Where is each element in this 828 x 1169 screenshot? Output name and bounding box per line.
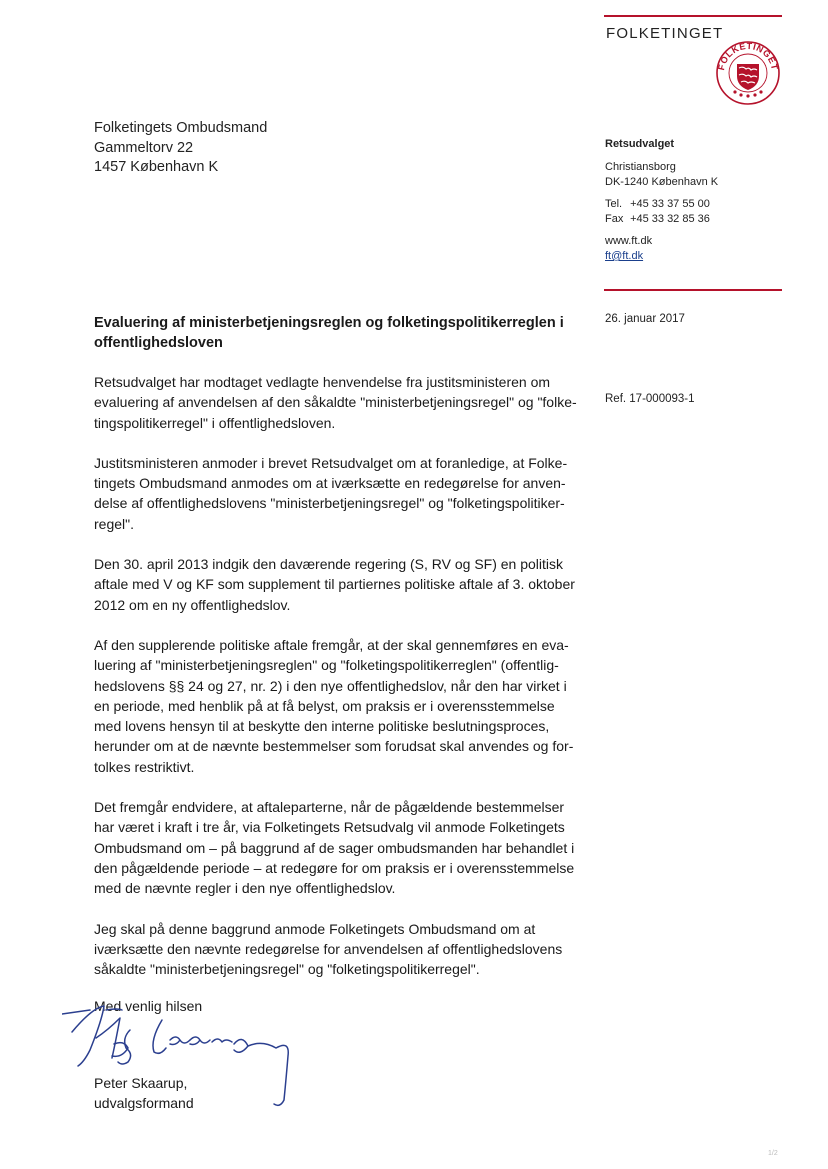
paragraph-line: 2012 om en ny offentlighedslov. — [94, 596, 291, 613]
paragraph-line: tolkes restriktivt. — [94, 758, 195, 775]
paragraph-line: med lovens hensyn til at beskytte den interne politiske beslutningsproces, — [94, 718, 550, 735]
sender-address-line2: DK-1240 København K — [605, 176, 719, 188]
telephone-row — [605, 197, 718, 212]
letter-date: 26. januar 2017 — [605, 313, 685, 325]
paragraph-line: såkaldte "ministerbetjeningsregel" og "folketingspolitikerregel". — [94, 961, 480, 978]
paragraph-line: Retsudvalget har modtaget vedlagte henvendelse fra justitsministeren om — [94, 374, 551, 390]
svg-text:FOLKETINGET: FOLKETINGET — [716, 40, 780, 72]
seal-graphic — [715, 40, 781, 106]
subject-line-2: offentlighedsloven — [94, 335, 223, 351]
paragraph-line: den pågældende periode – at redegøre for om praksis er i overensstemmelse — [94, 859, 575, 876]
paragraph-line: Den 30. april 2013 indgik den daværende regering (S, RV og SF) en politisk — [94, 556, 564, 573]
paragraph-line: med de nævnte regler i den nye offentlighedslov. — [94, 880, 396, 897]
paragraph-line: aftale med V og KF som supplement til partiernes politiske aftale af 3. oktober — [94, 576, 575, 593]
signatory-name: Peter Skaarup, — [94, 1075, 188, 1091]
telephone-label: Tel. — [605, 198, 623, 210]
paragraph-5 — [94, 797, 594, 898]
brand-name: FOLKETINGET — [606, 25, 724, 42]
paragraph-line: delse af offentlighedslovens "ministerbetjeningsregel" og "folketingspolitiker- — [94, 495, 565, 512]
recipient-city: 1457 København K — [94, 159, 219, 175]
recipient-street: Gammeltorv 22 — [94, 139, 194, 156]
fax-number: +45 33 32 85 36 — [630, 213, 710, 225]
paragraph-line: Justitsministeren anmoder i brevet Retsudvalget om at foranledige, at Folke- — [94, 454, 568, 471]
paragraph-2 — [94, 453, 594, 534]
header-rule — [604, 15, 782, 17]
paragraph-line: evaluering af anvendelsen af den såkaldte "ministerbetjeningsregel" og "folke- — [94, 394, 577, 411]
page-mark: 1/2 — [768, 1150, 778, 1157]
closing-greeting: Med venlig hilsen — [94, 998, 203, 1014]
paragraph-line: hedslovens §§ 24 og 27, nr. 2) i den nye offentlighedslov, når den har virket i — [94, 677, 567, 694]
paragraph-line: tingets Ombudsmand anmodes om at iværksætte en redegørelse for anven- — [94, 475, 566, 492]
paragraph-line: iværksætte den nævnte redegørelse for anvendelsen af offentlighedslovens — [94, 940, 563, 957]
sender-block — [605, 137, 718, 264]
letter-body — [94, 372, 594, 999]
email-link[interactable]: ft@ft.dk — [605, 250, 644, 262]
signatory-title: udvalgsformand — [94, 1095, 194, 1111]
paragraph-4 — [94, 635, 594, 777]
recipient-name: Folketingets Ombudsmand — [94, 120, 268, 136]
paragraph-line: tingspolitikerregel" i offentlighedsloven. — [94, 414, 336, 431]
paragraph-1 — [94, 372, 594, 433]
paragraph-line: Jeg skal på denne baggrund anmode Folketingets Ombudsmand om at — [94, 920, 536, 937]
paragraph-line: luering af "ministerbetjeningsreglen" og "folketingspolitikerreglen" (offentlig- — [94, 657, 559, 674]
paragraph-line: herunder om at de nævnte bestemmelser som forudsat skal anvendes og for- — [94, 738, 574, 755]
sender-address-line1: Christiansborg — [605, 161, 676, 173]
website: www.ft.dk — [605, 235, 653, 247]
telephone-number: +45 33 37 55 00 — [630, 198, 710, 210]
paragraph-line: en periode, med henblik på at få belyst, om praksis er i overensstemmelse — [94, 697, 555, 714]
subject-heading — [94, 313, 564, 353]
paragraph-line: Af den supplerende politiske aftale fremgår, at der skal gennemføres en eva- — [94, 636, 569, 653]
committee-name: Retsudvalget — [605, 138, 675, 150]
fax-label: Fax — [605, 213, 624, 225]
paragraph-line: regel". — [94, 515, 134, 532]
subject-line-1: Evaluering af ministerbetjeningsreglen og folketingspolitikerreglen i — [94, 315, 564, 331]
paragraph-line: Ombudsmand om – på baggrund af de sager ombudsmanden har behandlet i — [94, 839, 575, 856]
paragraph-6 — [94, 919, 594, 980]
sidebar-rule — [604, 289, 782, 291]
fax-row — [605, 212, 718, 227]
folketinget-seal-icon — [715, 40, 781, 111]
paragraph-line: har været i kraft i tre år, via Folketingets Retsudvalg vil anmode Folketingets — [94, 819, 565, 836]
recipient-address — [94, 119, 267, 178]
paragraph-line: Det fremgår endvidere, at aftaleparterne, når de pågældende bestemmelser — [94, 799, 565, 816]
reference-number: Ref. 17-000093-1 — [605, 393, 695, 405]
paragraph-3 — [94, 554, 594, 615]
